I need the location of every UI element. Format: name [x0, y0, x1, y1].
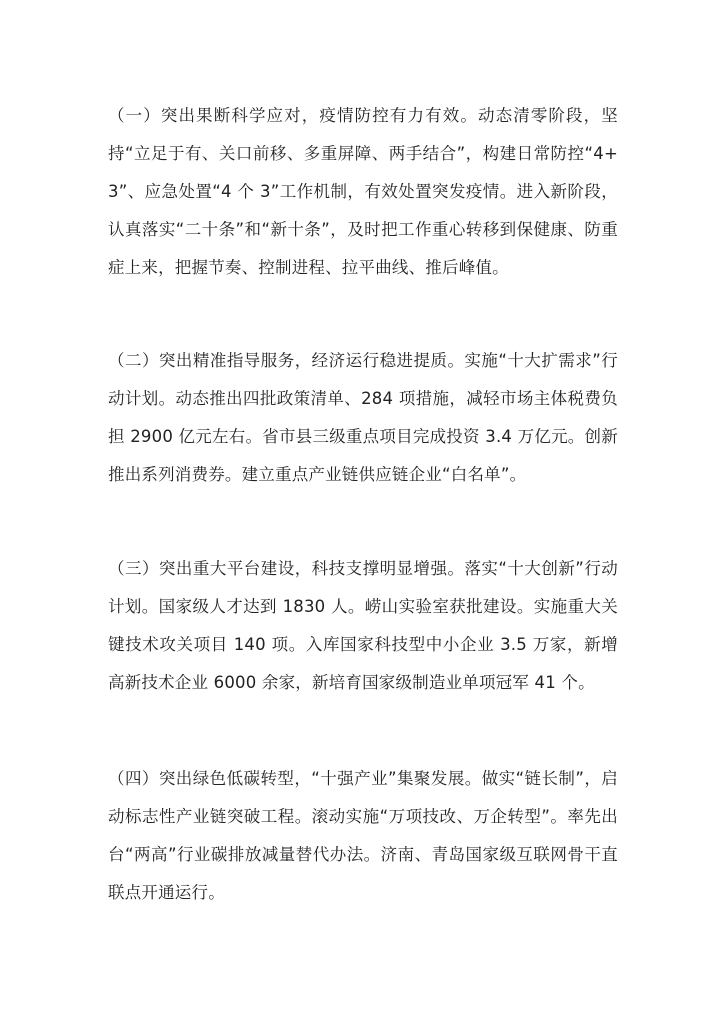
paragraph-epidemic-control: （一）突出果断科学应对，疫情防控有力有效。动态清零阶段，坚持“立足于有、关口前移、多重屏障、两手结合”，构建日常防控“4+3”、应急处置“4 个 3”工作机制，有效处置突发疫情。进入新阶段，认真落实“二十条”和“新十条”，及时把工作重心转移到保健康、防重症上来，把握节奏、控制进程、拉平曲线、推后峰值。: [108, 106, 618, 277]
paragraph-technology-platforms: （三）突出重大平台建设，科技支撑明显增强。落实“十大创新”行动计划。国家级人才达到 1830 人。崂山实验室获批建设。实施重大关键技术攻关项目 140 项。入库国家科技型中小企业 3.5 万家，新增高新技术企业 6000 余家，新培育国家级制造业单项冠军 41 个。: [108, 559, 618, 692]
paragraph-economic-operation: （二）突出精准指导服务，经济运行稳进提质。实施“十大扩需求”行动计划。动态推出四批政策清单、284 项措施，减轻市场主体税费负担 2900 亿元左右。省市县三级重点项目完成投资 3.4 万亿元。创新推出系列消费券。建立重点产业链供应链企业“白名单”。: [108, 351, 618, 484]
paragraph-green-transformation: （四）突出绿色低碳转型，“十强产业”集聚发展。做实“链长制”，启动标志性产业链突破工程。滚动实施“万项技改、万企转型”。率先出台“两高”行业碳排放减量替代办法。济南、青岛国家级互联网骨干直联点开通运行。: [108, 769, 618, 902]
